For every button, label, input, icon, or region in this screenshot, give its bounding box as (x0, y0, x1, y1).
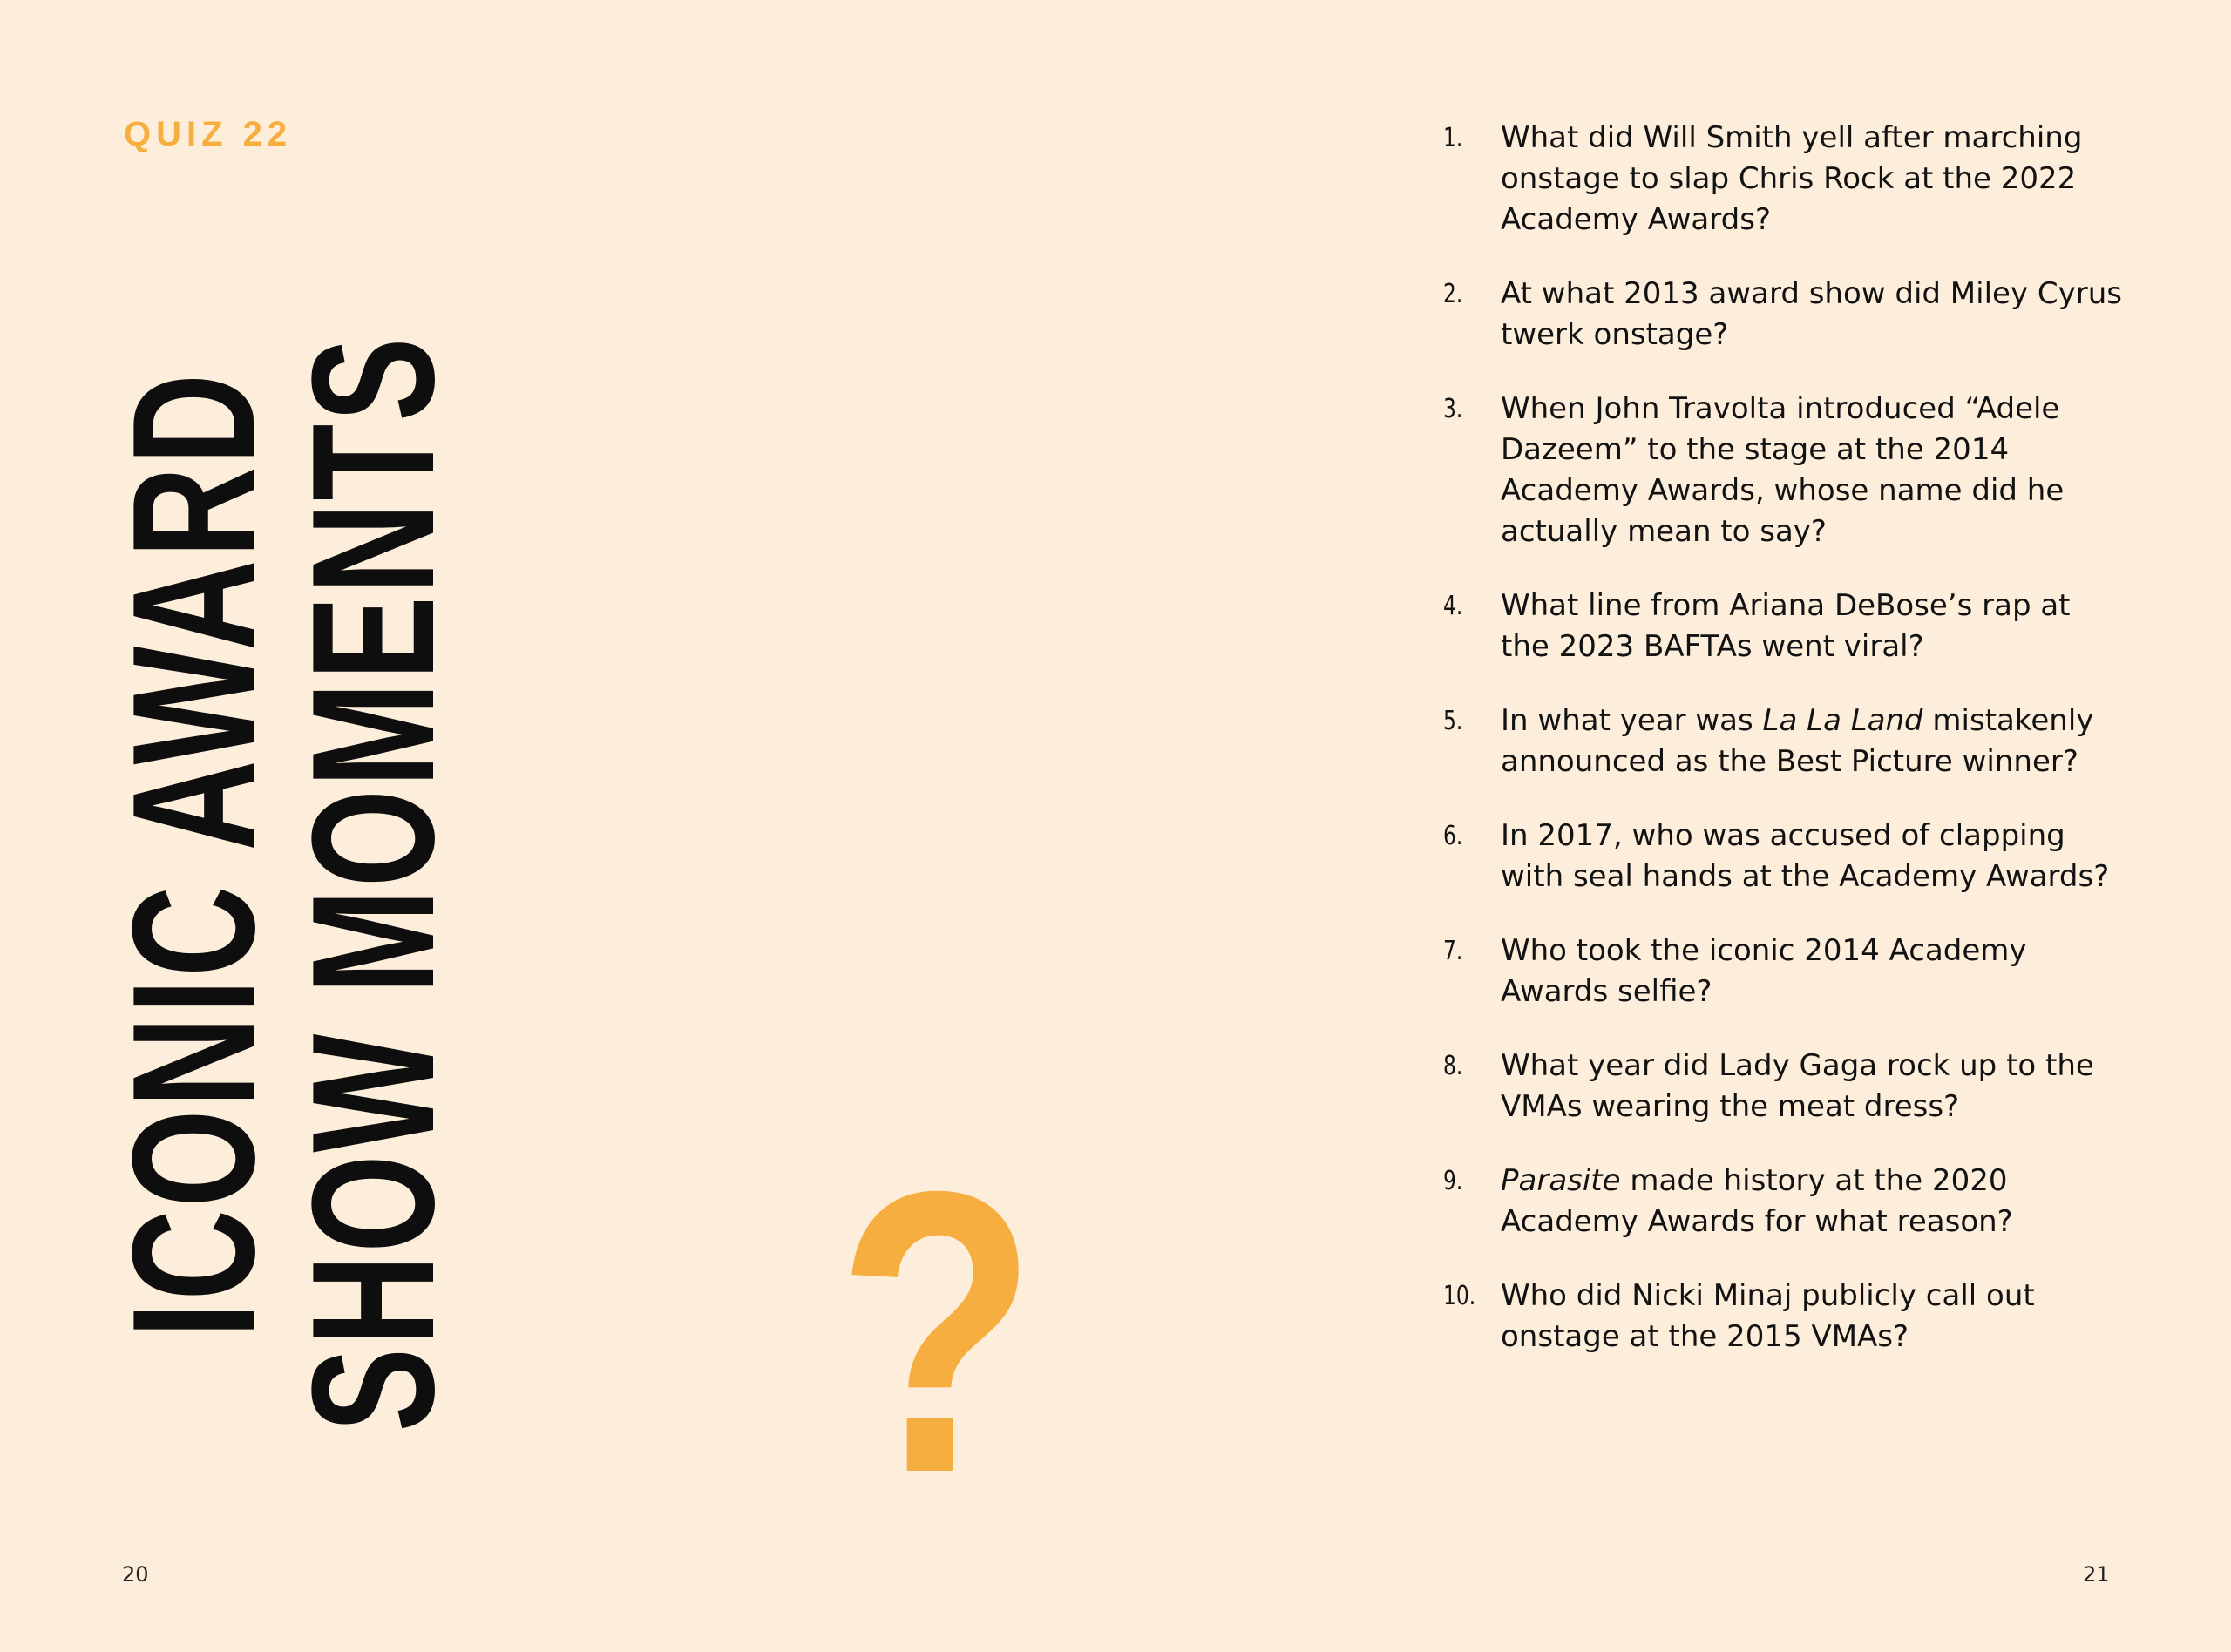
question-item (1443, 389, 2123, 552)
question-number: 7. (1443, 936, 1463, 966)
question-number: 5. (1443, 706, 1463, 736)
question-number: 8. (1443, 1051, 1463, 1081)
question-item (1443, 274, 2123, 355)
page-number-left: 20 (122, 1562, 149, 1587)
title-line-2 (276, 122, 471, 1432)
question-item (1443, 586, 2123, 667)
title-line-1-text: ICONIC AWARD (97, 370, 291, 1337)
question-item (1443, 1046, 2123, 1127)
question-number: 2. (1443, 279, 1463, 309)
title-line-1 (97, 183, 291, 1337)
question-number: 3. (1443, 394, 1463, 424)
question-item (1443, 701, 2123, 782)
question-item (1443, 931, 2123, 1012)
quiz-label: QUIZ 22 (124, 115, 293, 153)
title-line-2-text: SHOW MOMENTS (276, 335, 471, 1432)
question-item (1443, 118, 2123, 240)
question-text: At what 2013 award show did Miley Cyrus twerk onstage? (1501, 276, 2122, 352)
question-text: When John Travolta introduced “Adele Dazeem” to the stage at the 2014 Academy Awards, whose name did he actually mean to say? (1501, 391, 2065, 549)
question-text: In 2017, who was accused of clapping with seal hands at the Academy Awards? (1501, 818, 2110, 894)
question-item (1443, 1276, 2123, 1357)
question-number: 4. (1443, 591, 1463, 621)
page-number-right: 21 (2083, 1562, 2110, 1587)
question-text: What line from Ariana DeBose’s rap at the 2023 BAFTAs went viral? (1501, 588, 2071, 664)
question-item (1443, 1161, 2123, 1242)
question-number: 6. (1443, 821, 1463, 851)
question-text: What year did Lady Gaga rock up to the VMAs wearing the meat dress? (1501, 1048, 2094, 1124)
question-number: 10. (1443, 1281, 1476, 1311)
question-item (1443, 816, 2123, 897)
question-text: Who took the iconic 2014 Academy Awards selfie? (1501, 933, 2027, 1009)
question-number: 1. (1443, 123, 1463, 153)
question-number: 9. (1443, 1166, 1463, 1196)
question-text: In what year was La La Land mistakenly announced as the Best Picture winner? (1501, 703, 2094, 779)
question-text: What did Will Smith yell after marching onstage to slap Chris Rock at the 2022 Academy Awards? (1501, 120, 2083, 237)
question-list (1443, 118, 2123, 1391)
question-text: Parasite made history at the 2020 Academy Awards for what reason? (1501, 1163, 2013, 1239)
question-mark-decoration: ? (837, 1109, 1038, 1556)
question-text: Who did Nicki Minaj publicly call out onstage at the 2015 VMAs? (1501, 1278, 2035, 1354)
